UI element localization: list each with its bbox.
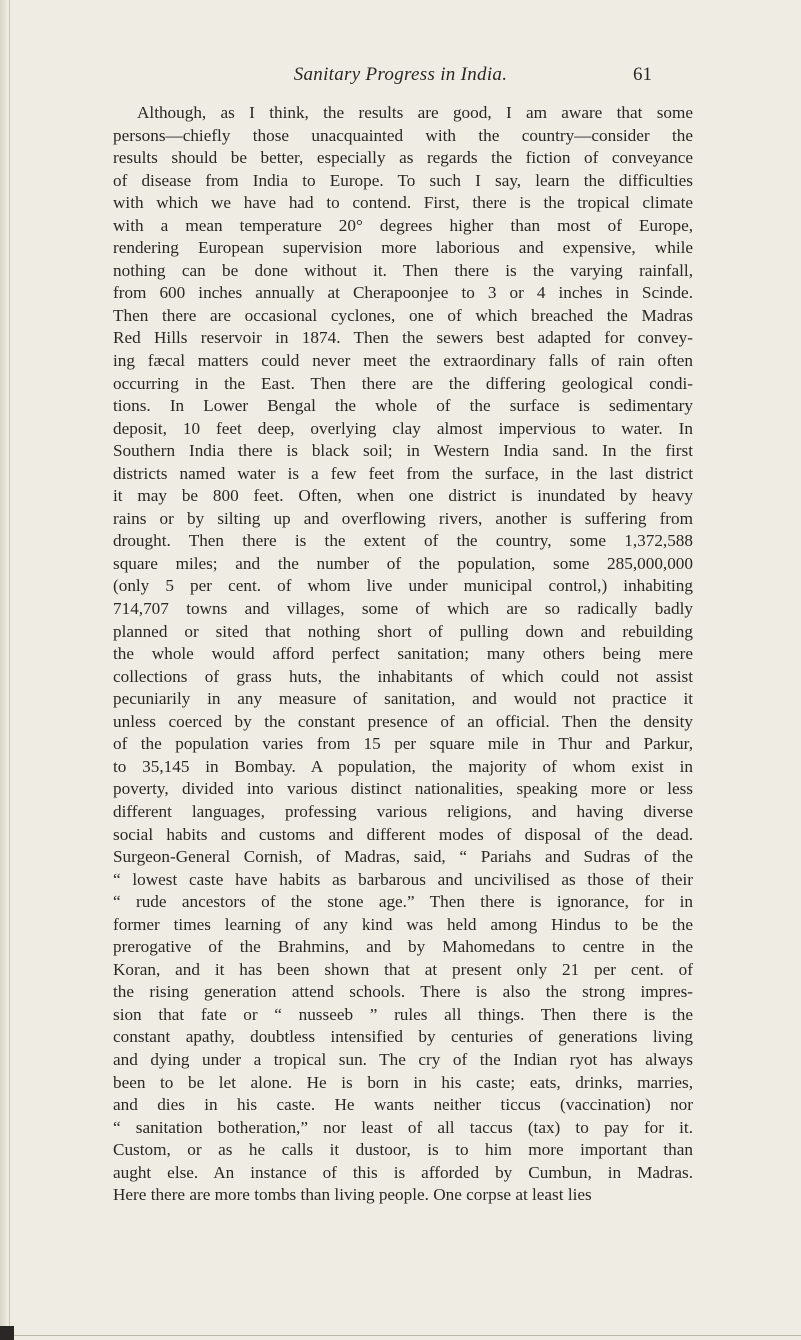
text-line: different languages, professing various religions, and having diverse: [113, 801, 693, 821]
text-line: social habits and customs and different modes of disposal of the dead.: [113, 824, 693, 844]
text-line: of the population varies from 15 per square mile in Thur and Parkur,: [113, 734, 693, 754]
text-line: collections of grass huts, the inhabitants of which could not assist: [113, 666, 693, 686]
text-line: constant apathy, doubtless intensified by centuries of generations living: [113, 1027, 693, 1047]
text-line: deposit, 10 feet deep, overlying clay almost impervious to water. In: [113, 418, 693, 438]
text-line: drought. Then there is the extent of the country, some 1,372,588: [113, 531, 693, 551]
text-line: unless coerced by the constant presence of an official. Then the density: [113, 711, 693, 731]
text-line: tions. In Lower Bengal the whole of the surface is sedimentary: [113, 396, 693, 416]
text-line: of disease from India to Europe. To such I say, learn the difficulties: [113, 170, 693, 190]
text-line: Here there are more tombs than living people. One corpse at least lies: [113, 1185, 592, 1205]
text-line: ing fæcal matters could never meet the extraordinary falls of rain often: [113, 351, 693, 371]
text-line: with a mean temperature 20° degrees higher than most of Europe,: [113, 215, 693, 235]
text-line: and dying under a tropical sun. The cry of the Indian ryot has always: [113, 1049, 693, 1069]
text-line: planned or sited that nothing short of pulling down and rebuilding: [113, 621, 693, 641]
text-line: the rising generation attend schools. There is also the strong impres-: [113, 982, 693, 1002]
bottom-scan-mark: [0, 1326, 14, 1340]
text-line: pecuniarily in any measure of sanitation, and would not practice it: [113, 689, 693, 709]
text-line: square miles; and the number of the population, some 285,000,000: [113, 553, 693, 573]
text-line: sion that fate or “ nusseeb ” rules all things. Then there is the: [113, 1004, 693, 1024]
text-line: persons—chiefly those unacquainted with the country—consider the: [113, 125, 693, 145]
running-head: [0, 60, 801, 90]
text-line: nothing can be done without it. Then there is the varying rainfall,: [113, 260, 693, 280]
text-line: with which we have had to contend. First, there is the tropical climate: [113, 193, 693, 213]
text-line: Surgeon-General Cornish, of Madras, said, “ Pariahs and Sudras of the: [113, 847, 693, 867]
text-line: former times learning of any kind was held among Hindus to be the: [113, 914, 693, 934]
text-line: from 600 inches annually at Cherapoonjee to 3 or 4 inches in Scinde.: [113, 283, 693, 303]
text-line: occurring in the East. Then there are the differing geological condi-: [113, 373, 693, 393]
text-line: districts named water is a few feet from the surface, in the last district: [113, 463, 693, 483]
text-line: Southern India there is black soil; in Western India sand. In the first: [113, 441, 693, 461]
text-line: it may be 800 feet. Often, when one district is inundated by heavy: [113, 486, 693, 506]
text-line: “ lowest caste have habits as barbarous and uncivilised as those of their: [113, 869, 693, 889]
body-text: [113, 102, 693, 1207]
text-line: and dies in his caste. He wants neither ticcus (vaccination) nor: [113, 1095, 693, 1115]
running-title: Sanitary Progress in India.: [293, 64, 508, 85]
text-line: “ rude ancestors of the stone age.” Then there is ignorance, for in: [113, 892, 693, 912]
text-line: poverty, divided into various distinct nationalities, speaking more or less: [113, 779, 693, 799]
text-line: Then there are occasional cyclones, one of which breached the Madras: [113, 305, 693, 325]
text-line: Although, as I think, the results are good, I am aware that some: [137, 103, 693, 122]
text-line: to 35,145 in Bombay. A population, the majority of whom exist in: [113, 756, 693, 776]
text-line: Koran, and it has been shown that at present only 21 per cent. of: [113, 959, 693, 979]
text-line: the whole would afford perfect sanitation; many others being mere: [113, 644, 693, 664]
bottom-rule: [14, 1335, 801, 1336]
text-line: rains or by silting up and overflowing rivers, another is suffering from: [113, 508, 693, 528]
text-line: results should be better, especially as regards the fiction of conveyance: [113, 148, 693, 168]
text-line: (only 5 per cent. of whom live under municipal control,) inhabiting: [113, 576, 693, 596]
page-number: 61: [633, 64, 652, 85]
text-line: “ sanitation botheration,” nor least of all taccus (tax) to pay for it.: [113, 1117, 693, 1137]
text-line: prerogative of the Brahmins, and by Mahomedans to centre in the: [113, 937, 693, 957]
text-line: been to be let alone. He is born in his caste; eats, drinks, marries,: [113, 1072, 693, 1092]
text-line: rendering European supervision more laborious and expensive, while: [113, 238, 693, 258]
text-line: Custom, or as he calls it dustoor, is to him more important than: [113, 1140, 693, 1160]
text-line: 714,707 towns and villages, some of which are so radically badly: [113, 599, 693, 619]
text-line: Red Hills reservoir in 1874. Then the sewers best adapted for convey-: [113, 328, 693, 348]
page-edge: [0, 0, 7, 1340]
text-line: aught else. An instance of this is afforded by Cumbun, in Madras.: [113, 1162, 693, 1182]
page-edge-line: [9, 0, 10, 1340]
